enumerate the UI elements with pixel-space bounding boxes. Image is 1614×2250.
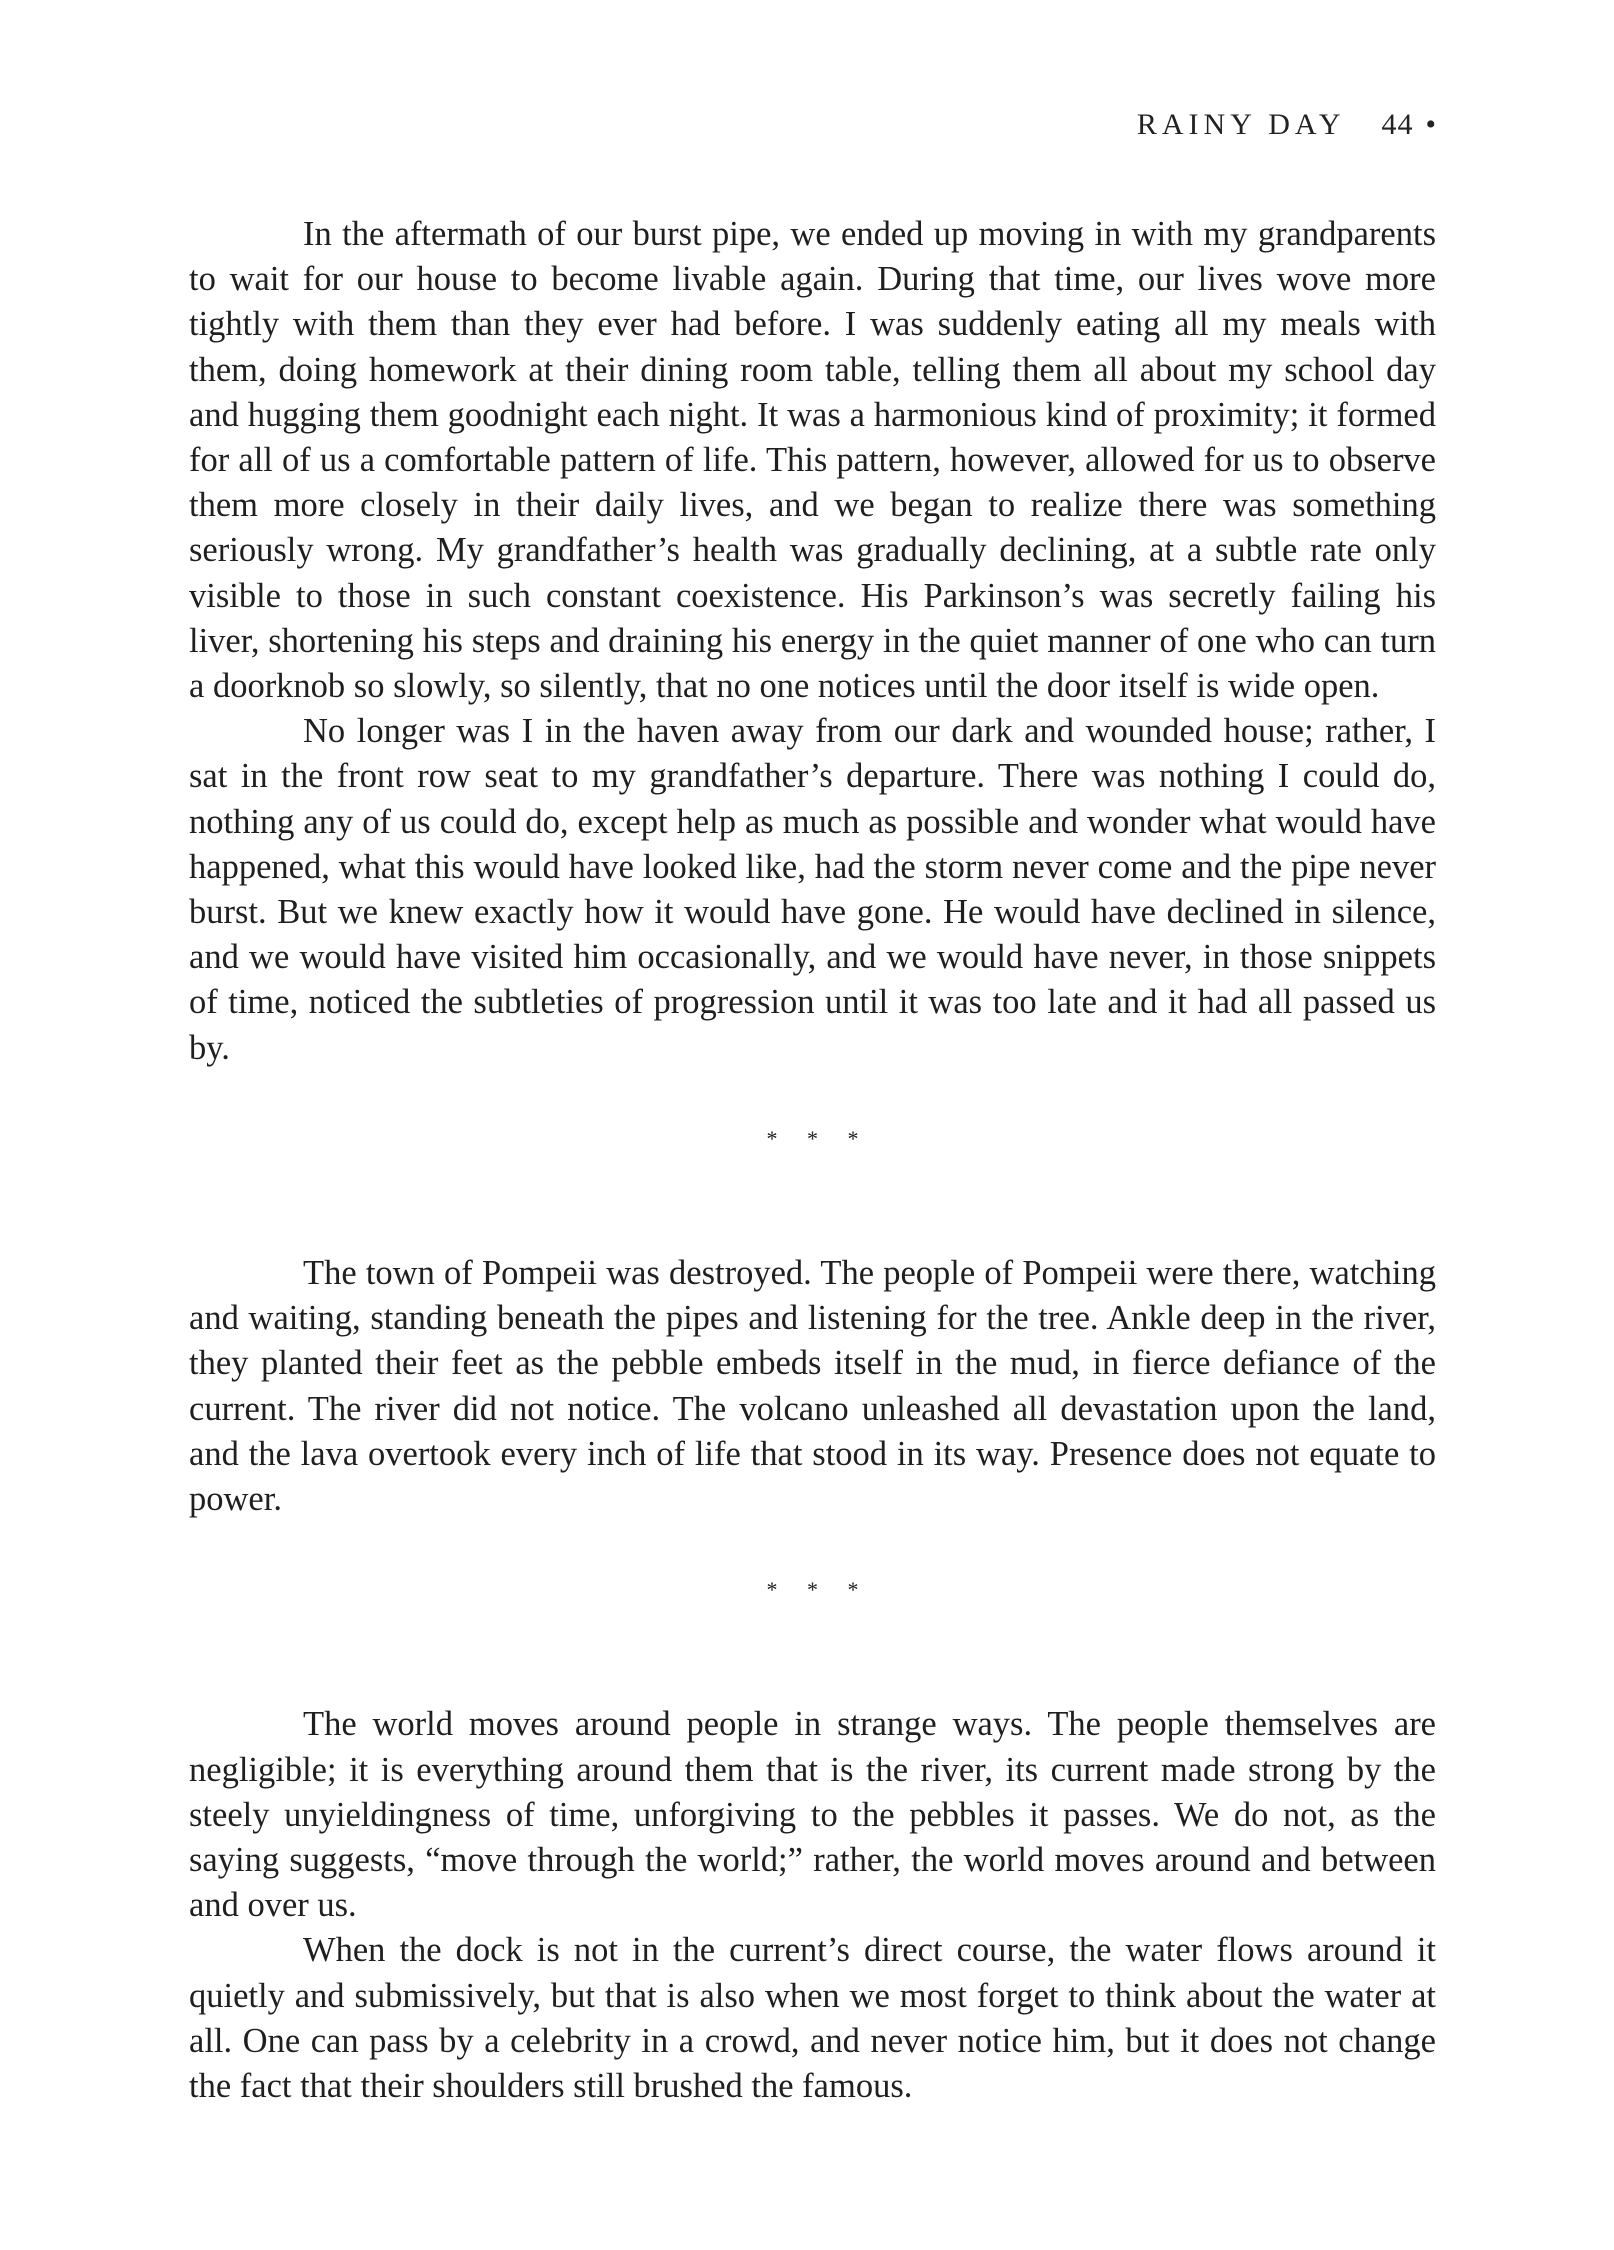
running-header bbox=[1137, 108, 1436, 142]
bullet-ornament: • bbox=[1425, 108, 1436, 141]
section-break: * * * bbox=[766, 1125, 871, 1151]
paragraph: In the aftermath of our burst pipe, we ended up moving in with my grandparents to wait for our house to become livable again. During that time, our lives wove more tightly with them than they ever had before. I was suddenly eating all my meals with them, doing homework at their dining room table, telling them all about my school day and hugging them goodnight each night. It was a harmonious kind of proximity; it formed for all of us a comfortable pattern of life. This pattern, however, allowed for us to observe them more closely in their daily lives, and we began to realize there was something seriously wrong. My grandfather’s health was gradually declining, at a subtle rate only visible to those in such constant coexistence. His Parkinson’s was secretly failing his liver, shortening his steps and draining his energy in the quiet manner of one who can turn a doorknob so slowly, so silently, that no one notices until the door itself is wide open. bbox=[189, 215, 1436, 706]
paragraph: No longer was I in the haven away from our dark and wounded house; rather, I sat in the front row seat to my grandfather’s departure. There was nothing I could do, nothing any of us could do, except help as much as possible and wonder what would have happened, what this would have looked like, had the storm never come and the pipe never burst. But we knew exactly how it would have gone. He would have declined in silence, and we would have visited him occasionally, and we would have never, in those snippets of time, noticed the subtleties of progression until it was too late and it had all passed us by. bbox=[189, 712, 1436, 1067]
running-title: RAINY DAY bbox=[1136, 108, 1346, 141]
paragraph: When the dock is not in the current’s direct course, the water flows around it quietly and submissively, but that is also when we most forget to think about the water at all. One can pass by a celebrity in a crowd, and never notice him, but it does not change the fact that their shoulders still brushed the famous. bbox=[189, 1931, 1436, 2106]
section-break: * * * bbox=[766, 1577, 871, 1603]
page-number: 44 bbox=[1381, 108, 1414, 141]
paragraph: The town of Pompeii was destroyed. The people of Pompeii were there, watching and waiting, standing beneath the pipes and listening for the tree. Ankle deep in the river, they planted their feet as the pebble embeds itself in the mud, in fierce defiance of the current. The river did not notice. The volcano unleashed all devastation upon the land, and the lava overtook every inch of life that stood in its way. Presence does not equate to power. bbox=[189, 1254, 1436, 1519]
paragraph: The world moves around people in strange ways. The people themselves are negligible; it is everything around them that is the river, its current made strong by the steely unyieldingness of time, unforgiving to the pebbles it passes. We do not, as the saying suggests, “move through the world;” rather, the world moves around and between and over us. bbox=[189, 1705, 1436, 1925]
body-text bbox=[189, 212, 1436, 2109]
